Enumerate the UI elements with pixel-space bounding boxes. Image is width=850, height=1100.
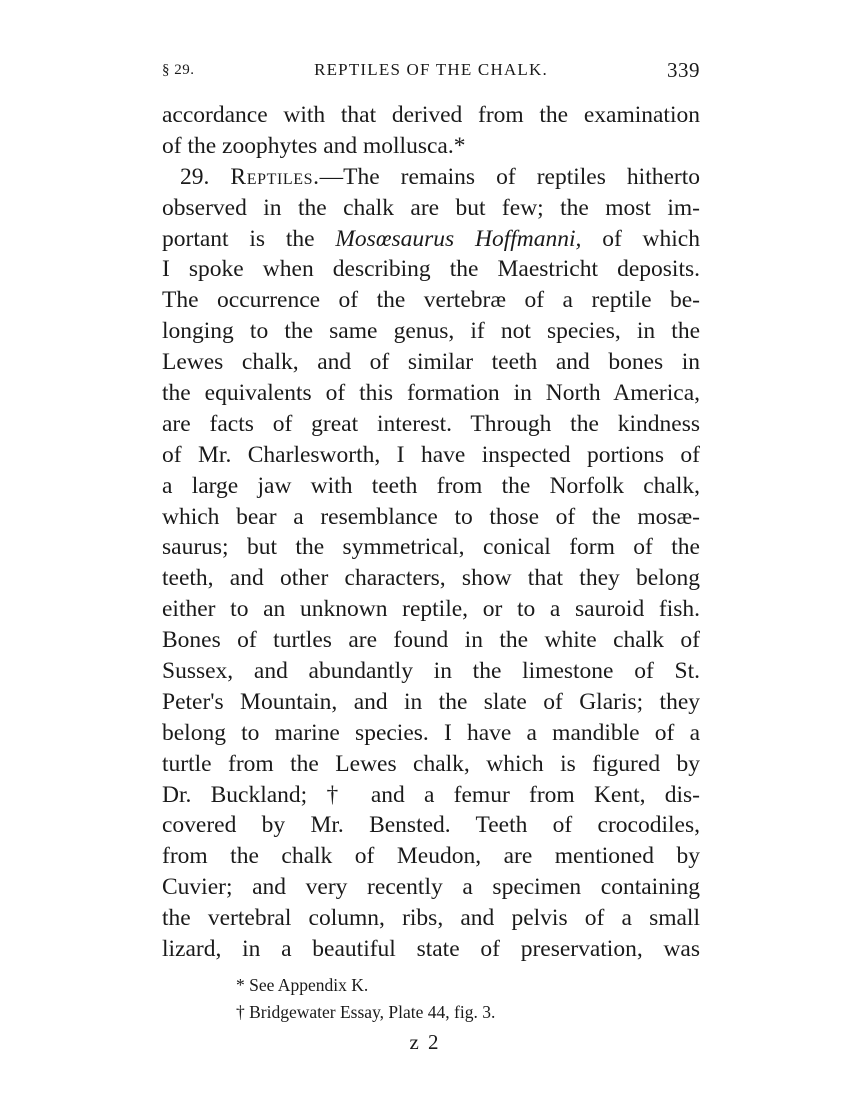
text-line: the equivalents of this formation in North America, xyxy=(162,380,700,407)
text-fragment: portant is the xyxy=(162,225,336,252)
text-line: Bones of turtles are found in the white chalk of xyxy=(162,627,700,654)
text-line: Peter's Mountain, and in the slate of Glaris; they xyxy=(162,688,700,715)
text-line: lizard, in a beautiful state of preservation, was xyxy=(162,936,700,963)
text-line: either to an unknown reptile, or to a sauroid fish. xyxy=(162,596,700,623)
text-line: The occurrence of the vertebræ of a reptile be- xyxy=(162,287,700,314)
text-line: of Mr. Charlesworth, I have inspected portions of xyxy=(162,441,700,468)
text-line: the vertebral column, ribs, and pelvis of a small xyxy=(162,905,700,932)
text-line: which bear a resemblance to those of the mosæ- xyxy=(162,503,700,530)
text-line: saurus; but the symmetrical, conical form of the xyxy=(162,534,700,561)
text-line: I spoke when describing the Maestricht deposits. xyxy=(162,256,700,283)
footnote-bridgewater: † Bridgewater Essay, Plate 44, fig. 3. xyxy=(236,1002,496,1022)
text-line: Lewes chalk, and of similar teeth and bones in xyxy=(162,349,700,376)
text-line: accordance with that derived from the examination xyxy=(162,102,700,128)
text-line-with-species xyxy=(162,224,700,255)
section-heading-rest: —The remains of reptiles hitherto xyxy=(319,163,701,190)
species-name: Mosœsaurus Hoffmanni, xyxy=(335,225,582,252)
section-number-inline: 29. xyxy=(180,163,231,190)
text-line: Dr. Buckland; † and a femur from Kent, dis- xyxy=(162,781,700,808)
signature-mark: z 2 xyxy=(409,1030,441,1054)
text-line: a large jaw with teeth from the Norfolk chalk, xyxy=(162,472,700,499)
section-number: § 29. xyxy=(162,62,195,78)
text-line: turtle from the Lewes chalk, which is figured by xyxy=(162,750,700,777)
text-fragment: of which xyxy=(581,225,700,252)
text-line: Sussex, and abundantly in the limestone of St. xyxy=(162,658,700,685)
page-number: 339 xyxy=(667,58,700,82)
text-line: observed in the chalk are but few; the most im- xyxy=(162,194,700,221)
footnote-appendix: * See Appendix K. xyxy=(236,975,369,995)
section-heading: Reptiles. xyxy=(230,163,320,190)
text-line: teeth, and other characters, show that they belong xyxy=(162,565,700,592)
running-head xyxy=(162,60,700,86)
text-line: covered by Mr. Bensted. Teeth of crocodiles, xyxy=(162,812,700,839)
text-line: are facts of great interest. Through the kindness xyxy=(162,410,700,437)
text-line: Cuvier; and very recently a specimen containing xyxy=(162,874,700,901)
text-line: of the zoophytes and mollusca.* xyxy=(162,132,466,159)
text-line: belong to marine species. I have a mandible of a xyxy=(162,719,700,746)
section-opening-line xyxy=(162,162,700,193)
text-line: from the chalk of Meudon, are mentioned by xyxy=(162,843,700,870)
text-line: longing to the same genus, if not species, in the xyxy=(162,318,700,345)
footnotes xyxy=(236,972,696,1026)
body-text xyxy=(162,100,700,965)
running-title: REPTILES OF THE CHALK. xyxy=(314,60,548,79)
